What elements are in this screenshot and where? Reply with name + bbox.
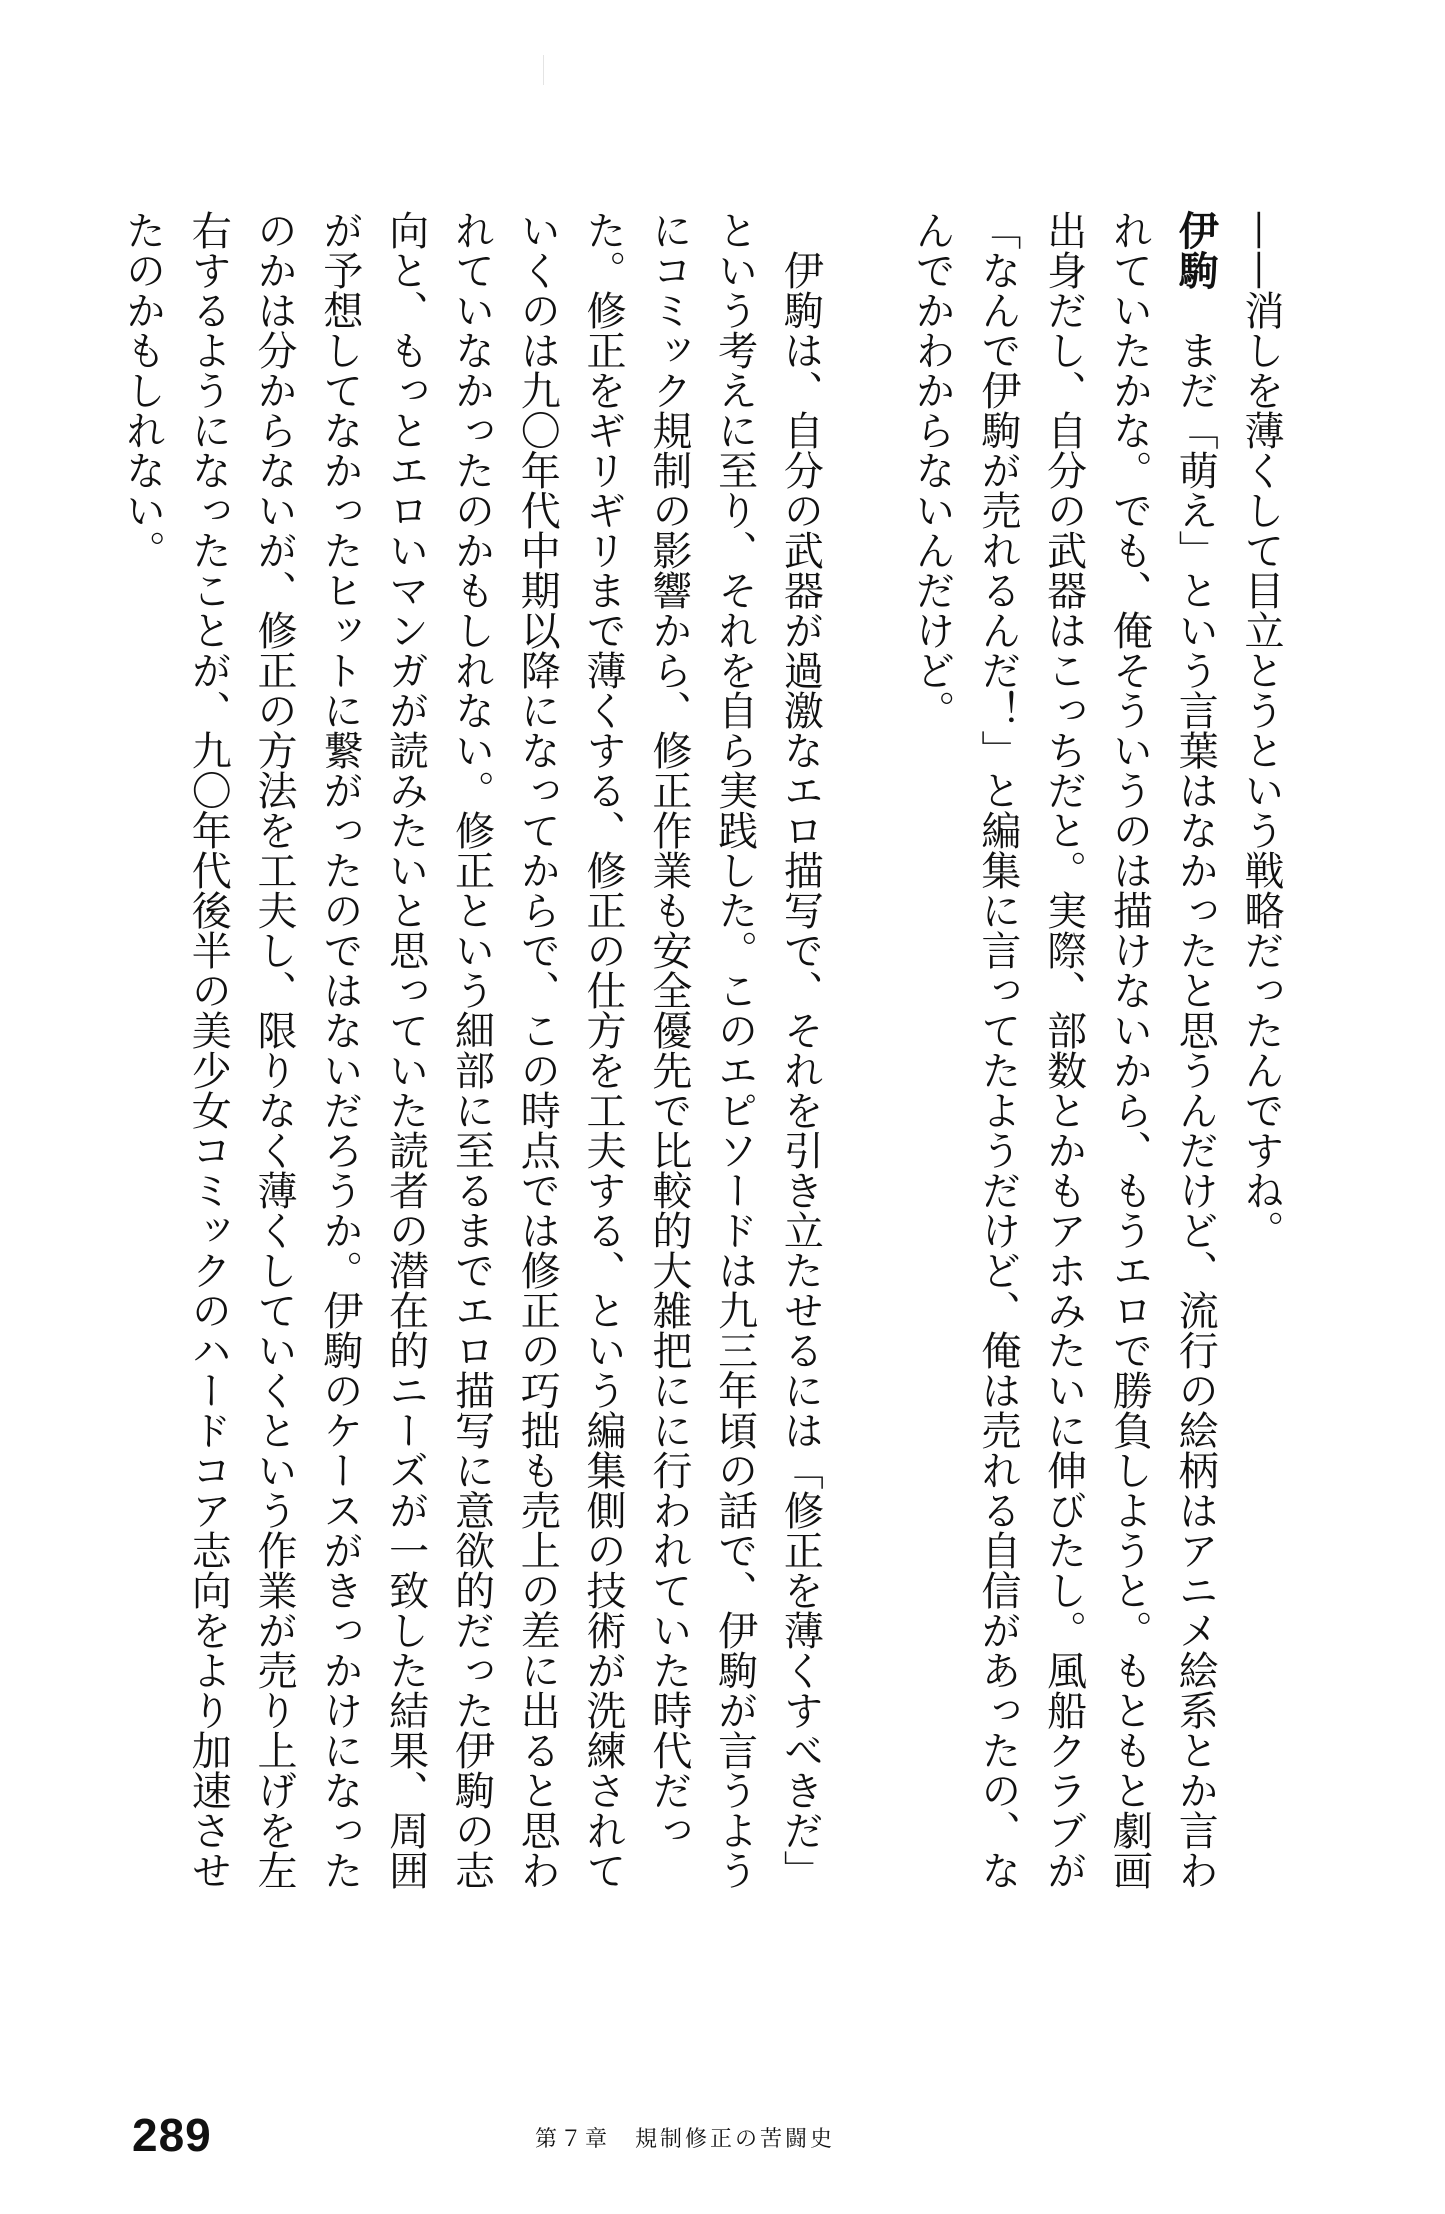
text-column: 向と、もっとエロいマンガが読みたいと思っていた読者の潜在的ニーズが一致した結果、周囲	[382, 210, 429, 1890]
blank-column	[832, 210, 898, 1830]
text-column: 右するようになったことが、九〇年代後半の美少女コミックのハードコア志向をより加速させ	[185, 210, 232, 1890]
text-column: という考えに至り、それを自ら実践した。このエピソードは九三年頃の話で、伊駒が言うよう	[711, 210, 758, 1890]
text-column: にコミック規制の影響から、修正作業も安全優先で比較的大雑把にに行われていた時代だっ	[645, 210, 692, 1850]
text-column: 伊駒は、自分の武器が過激なエロ描写で、それを引き立たせるには「修正を薄くすべきだ」	[777, 210, 824, 1890]
chapter-title: 第７章 規制修正の苦闘史	[535, 2127, 836, 2152]
text-column: いくのは九〇年代中期以降になってからで、この時点では修正の巧拙も売上の差に出ると思わ	[514, 210, 561, 1890]
speech-text: まだ「萌え」という言葉はなかったと思うんだけど、流行の絵柄はアニメ絵系とか言わ	[1172, 290, 1219, 1890]
page-number: 289	[132, 2109, 212, 2161]
text-column	[1161, 210, 1227, 1890]
text-column: 出身だし、自分の武器はこっちだと。実際、部数とかもアホみたいに伸びたし。風船クラブが	[1040, 210, 1087, 1890]
speaker-name: 伊駒	[1172, 210, 1219, 290]
text-column: のかは分からないが、修正の方法を工夫し、限りなく薄くしていくという作業が売り上げを左	[251, 210, 298, 1890]
text-column: たのかもしれない。	[119, 210, 166, 570]
text-column: た。修正をギリギリまで薄くする、修正の仕方を工夫する、という編集側の技術が洗練されて	[580, 210, 627, 1890]
text-column: れていたかな。でも、俺そういうのは描けないから、もうエロで勝負しようと。もともと劇画	[1106, 210, 1153, 1890]
text-column: れていなかったのかもしれない。修正という細部に至るまでエロ描写に意欲的だった伊駒の志	[448, 210, 495, 1890]
text-column: ——消しを薄くして目立とうという戦略だったんですね。	[1238, 210, 1284, 1250]
text-column: んでかわからないんだけど。	[909, 210, 956, 730]
text-column: 「なんで伊駒が売れるんだ！」と編集に言ってたようだけど、俺は売れる自信があったの、な	[974, 210, 1021, 1890]
text-column: が予想してなかったヒットに繋がったのではないだろうか。伊駒のケースがきっかけになった	[316, 210, 363, 1890]
fold-mark	[543, 55, 544, 85]
body-text	[109, 210, 1293, 1890]
